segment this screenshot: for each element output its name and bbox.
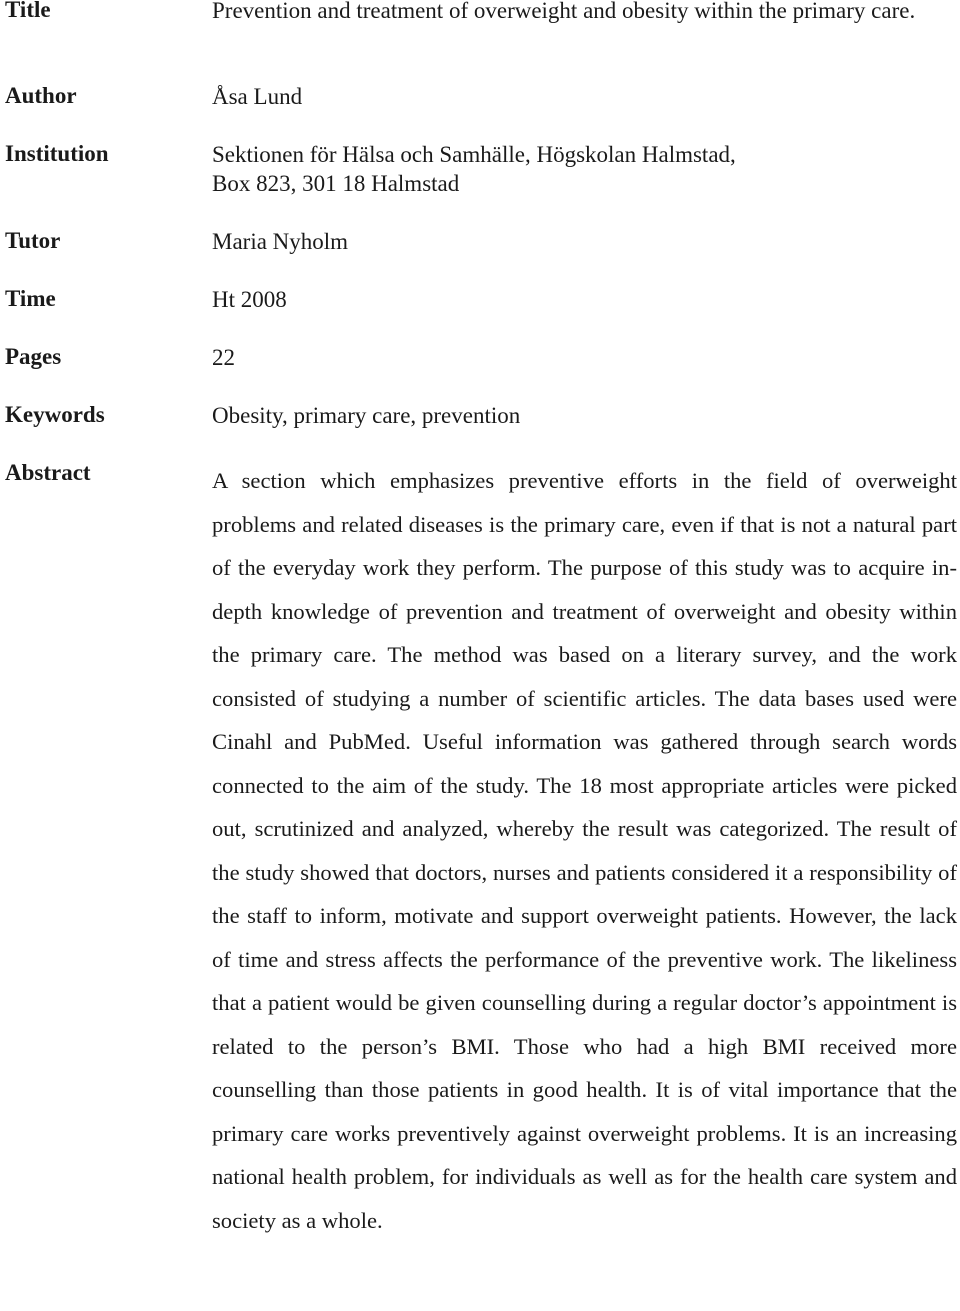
keywords-value: Obesity, primary care, prevention <box>212 403 521 428</box>
pages-label: Pages <box>5 344 62 369</box>
title-label: Title <box>5 0 51 22</box>
institution-line-2: Box 823, 301 18 Halmstad <box>212 171 460 196</box>
institution-label: Institution <box>5 141 109 166</box>
institution-line-1: Sektionen för Hälsa och Samhälle, Högskolan Halmstad, <box>212 142 736 167</box>
pages-value: 22 <box>212 345 235 370</box>
abstract-label: Abstract <box>5 460 91 485</box>
tutor-label: Tutor <box>5 228 61 253</box>
tutor-name: Maria Nyholm <box>212 229 349 254</box>
time-value: Ht 2008 <box>212 287 287 312</box>
author-label: Author <box>5 83 77 108</box>
keywords-label: Keywords <box>5 402 105 427</box>
abstract-text: A section which emphasizes preventive efforts in the field of overweight problems and related diseases is the primary care, even if that is not a natural part of the everyday work they perform. The purpose of this study was to acquire in-depth knowledge of prevention and treatment of overweight and obesity within the primary care. The method was based on a literary survey, and the work consisted of studying a number of scientific articles. The data bases used were Cinahl and PubMed. Useful information was gathered through search words connected to the aim of the study. The 18 most appropriate articles were picked out, scrutinized and analyzed, whereby the result was categorized. The result of the study showed that doctors, nurses and patients considered it a responsibility of the staff to inform, motivate and support overweight patients. However, the lack of time and stress affects the performance of the preventive work. The likeliness that a patient would be given counselling during a regular doctor’s appointment is related to the person’s BMI. Those who had a high BMI received more counselling than those patients in good health. It is of vital importance that the primary care works preventively against overweight problems. It is an increasing national health problem, for individuals as well as for the health care system and society as a whole. <box>212 468 957 1233</box>
time-label: Time <box>5 286 56 311</box>
author-name: Åsa Lund <box>212 84 303 109</box>
document-title: Prevention and treatment of overweight and obesity within the primary care. <box>212 0 916 23</box>
